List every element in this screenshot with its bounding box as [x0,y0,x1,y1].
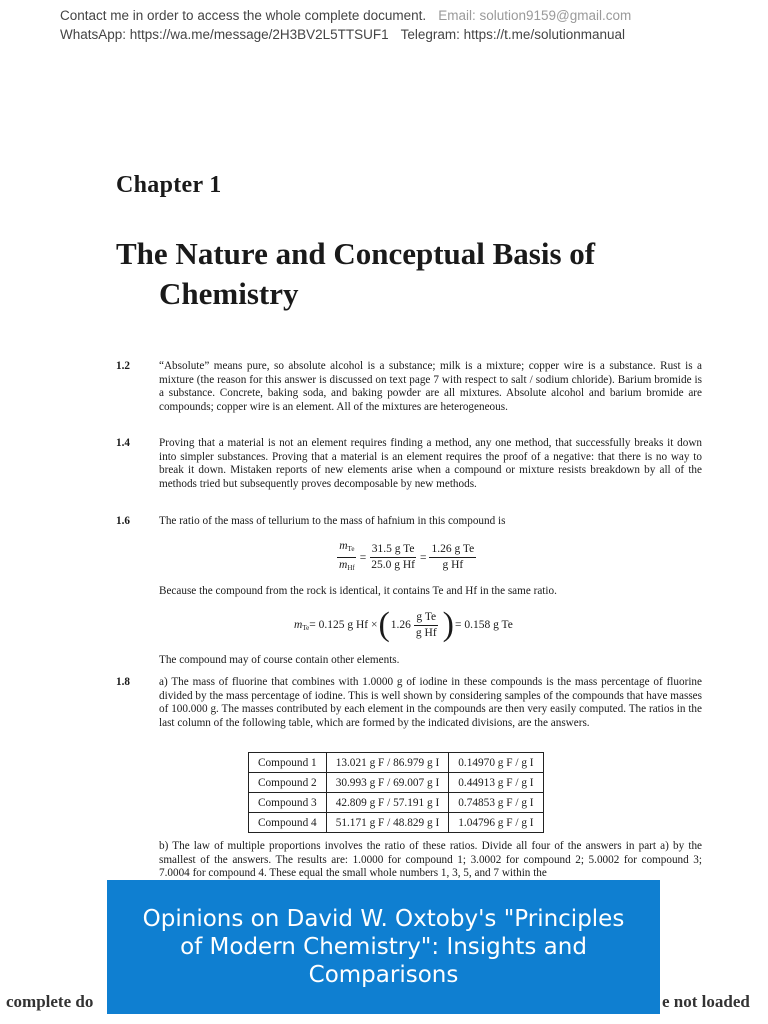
table-row: Compound 2 30.993 g F / 69.007 g I 0.44913 g F / g I [249,773,544,793]
fraction-mass-ratio: $\frac{m_{Te}}{m_{Hf}}$ [339,540,355,572]
chapter-title-line2: Chemistry [159,276,299,311]
footer-left-text: complete do [6,992,94,1011]
between-text: Because the compound from the rock is identical, it contains Te and Hf in the same ratio. [159,585,557,597]
chapter-label: Chapter 1 [116,172,222,198]
table-row: Compound 3 42.809 g F / 57.191 g I 0.74853 g F / g I [249,793,544,813]
contact-email[interactable]: Email: solution9159@gmail.com [438,8,632,23]
contact-header [60,6,631,44]
contact-telegram[interactable]: Telegram: https://t.me/solutionmanual [400,27,625,42]
problem-text: “Absolute” means pure, so absolute alcohol is a substance; milk is a mixture; copper wire is a substance. Rust is a mixture (the reason for this answer is discussed on text page 7 with respect to salt / sodium chloride). Barium bromide is a substance. Concrete, baking soda, and baking powder are all mixtures. Absolute alcohol and barium bromide are compounds; copper wire is an element. All of the mixtures are heterogeneous. [159,360,702,413]
fraction-result: $\frac{\text{1.26 g Te}}{\text{g Hf}}$ [431,543,475,571]
problem-number: 1.2 [116,360,130,372]
problem-text: The ratio of the mass of tellurium to the mass of hafnium in this compound is [159,515,506,527]
problem-1-4 [116,437,702,491]
equation-mass: $m_{Te}$ = 0.125 g Hf × ( 1.26 $\frac{\text{g Te}}{\text{g Hf}}$ ) = 0.158 g Te [294,606,513,643]
footer-right-text: e not loaded [662,992,750,1011]
contact-whatsapp[interactable]: WhatsApp: https://wa.me/message/2H3BV2L5TTSUF1 [60,27,389,42]
fraction-te-hf: $\frac{\text{g Te}}{\text{g Hf}}$ [415,610,437,639]
table-row: Compound 4 51.171 g F / 48.829 g I 1.04796 g F / g I [249,813,544,833]
title-banner[interactable] [107,880,660,1014]
after-text: The compound may of course contain other elements. [159,654,400,666]
fraction-measured: $\frac{\text{31.5 g Te}}{\text{25.0 g Hf}}$ [371,543,415,571]
banner-title: Opinions on David W. Oxtoby's "Principles of Modern Chemistry": Insights and Comparisons [142,906,625,988]
part-b-text: b) The law of multiple proportions involves the ratio of these ratios. Divide all four of the answers in part a) by the smallest of the answers. The results are: 1.0000 for compound 1; 3.0002 for compound 2; 5.0002 for compound 3; 7.0004 for compound 4. These equal the small whole numbers 1, 3, 5, and 7 within the [159,840,702,880]
problem-number: 1.6 [116,515,130,527]
problem-text: Proving that a material is not an element requires finding a method, any one method, that successfully breaks it down into simpler substances. Proving that a material is an element requires the proof of a negative: that there is no way to break it down. Mistaken reports of new elements arise when a compound or mixture resists breakdown by all of the methods tried but subsequently proves decomposable by new methods. [159,437,702,490]
problem-number: 1.8 [116,676,130,688]
problem-1-2 [116,360,702,414]
table-row: Compound 1 13.021 g F / 86.979 g I 0.14970 g F / g I [249,753,544,773]
problem-number: 1.4 [116,437,130,449]
equation-ratio: $\frac{m_{Te}}{m_{Hf}}$ = $\frac{\text{31.5 g Te}}{\text{25.0 g Hf}}$ = $\frac{\text{1.26 g Te}}{\text{g Hf}}$ [334,540,479,575]
chapter-title-line1: The Nature and Conceptual Basis of [116,236,596,271]
problem-1-6 [116,515,702,529]
contact-text: Contact me in order to access the whole complete document. [60,8,427,23]
chapter-title [116,234,716,314]
problem-text: a) The mass of fluorine that combines with 1.0000 g of iodine in these compounds is the mass percentage of fluorine divided by the mass percentage of iodine. This is well shown by considering samples of the compounds that have masses of 100.000 g. The masses contributed by each element in the compounds are then very easily computed. The ratios in the last column of the following table, which are formed by the indicated divisions, are the answers. [159,676,702,729]
problem-1-8 [116,676,702,730]
ratio-table [248,752,544,833]
